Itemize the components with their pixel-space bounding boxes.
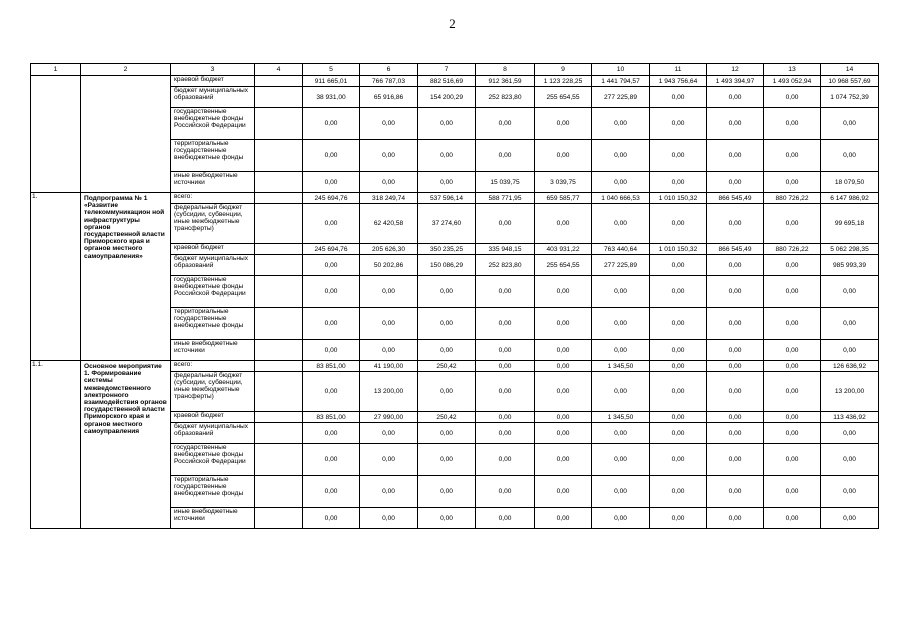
value-cell: 0,00 [650,204,707,244]
empty-cell [255,108,303,140]
value-cell: 0,00 [476,423,535,444]
value-cell: 0,00 [764,87,821,108]
value-cell: 83 851,00 [303,412,360,423]
value-cell: 10 968 557,69 [821,76,879,87]
value-cell: 1 040 666,53 [592,193,650,204]
value-cell: 0,00 [476,308,535,340]
value-cell: 0,00 [764,308,821,340]
value-cell: 0,00 [360,423,418,444]
value-cell: 763 440,64 [592,244,650,255]
page-number: 2 [449,16,456,31]
value-cell: 1 010 150,32 [650,193,707,204]
value-cell: 62 420,58 [360,204,418,244]
header-cell: 13 [764,64,821,76]
value-cell: 0,00 [303,444,360,476]
value-cell: 277 225,89 [592,87,650,108]
value-cell: 0,00 [707,476,764,508]
value-cell: 0,00 [650,508,707,529]
value-cell: 0,00 [707,444,764,476]
value-cell: 1 943 756,64 [650,76,707,87]
value-cell: 0,00 [650,276,707,308]
value-cell: 1 345,50 [592,412,650,423]
funding-source-cell: бюджет муниципальных образований [171,255,255,276]
value-cell: 0,00 [535,361,592,372]
value-cell: 0,00 [650,140,707,172]
table-row [31,193,879,204]
empty-cell [255,508,303,529]
value-cell: 0,00 [650,340,707,361]
value-cell: 0,00 [535,140,592,172]
value-cell: 866 545,49 [707,193,764,204]
value-cell: 65 916,86 [360,87,418,108]
empty-cell [255,276,303,308]
value-cell: 0,00 [592,108,650,140]
budget-table [30,63,879,529]
value-cell: 0,00 [303,508,360,529]
value-cell: 154 200,29 [418,87,476,108]
header-cell: 9 [535,64,592,76]
funding-source-cell: всего: [171,361,255,372]
value-cell: 0,00 [418,508,476,529]
value-cell: 27 990,00 [360,412,418,423]
value-cell: 350 235,25 [418,244,476,255]
value-cell: 1 123 228,25 [535,76,592,87]
value-cell: 0,00 [764,276,821,308]
value-cell: 985 993,39 [821,255,879,276]
program-name-cell: Подпрограмма № 1 «Развитие телекоммуникацион ной инфраструктуры органов государственной власти Приморского края и органов местного самоуправления» [81,193,171,361]
value-cell: 0,00 [764,204,821,244]
value-cell: 0,00 [418,308,476,340]
value-cell: 41 190,00 [360,361,418,372]
empty-cell [255,372,303,412]
header-cell: 3 [171,64,255,76]
funding-source-cell: федеральный бюджет (субсидии, субвенции, иные межбюджетные трансферты) [171,204,255,244]
value-cell: 866 545,49 [707,244,764,255]
header-cell: 7 [418,64,476,76]
value-cell: 0,00 [418,172,476,193]
empty-cell [255,193,303,204]
empty-cell [255,476,303,508]
row-number-cell: 1.1. [31,361,81,529]
value-cell: 0,00 [707,255,764,276]
value-cell: 403 931,22 [535,244,592,255]
value-cell: 0,00 [303,340,360,361]
value-cell: 0,00 [592,204,650,244]
empty-cell [255,244,303,255]
value-cell: 0,00 [821,423,879,444]
value-cell: 0,00 [418,276,476,308]
value-cell: 0,00 [650,412,707,423]
value-cell: 0,00 [535,476,592,508]
value-cell: 0,00 [707,372,764,412]
value-cell: 0,00 [418,340,476,361]
funding-source-cell: бюджет муниципальных образований [171,423,255,444]
value-cell: 0,00 [303,140,360,172]
funding-source-cell: территориальные государственные внебюджетные фонды [171,308,255,340]
value-cell: 0,00 [418,476,476,508]
empty-cell [255,412,303,423]
header-cell: 6 [360,64,418,76]
value-cell: 13 200,00 [360,372,418,412]
funding-source-cell: государственные внебюджетные фонды Российской Федерации [171,276,255,308]
value-cell: 0,00 [707,361,764,372]
program-name-cell [81,76,171,193]
value-cell: 318 249,74 [360,193,418,204]
value-cell: 1 074 752,39 [821,87,879,108]
empty-cell [255,204,303,244]
value-cell: 1 010 150,32 [650,244,707,255]
value-cell: 335 948,15 [476,244,535,255]
value-cell: 37 274,60 [418,204,476,244]
value-cell: 0,00 [535,508,592,529]
value-cell: 6 147 986,92 [821,193,879,204]
header-cell: 2 [81,64,171,76]
funding-source-cell: бюджет муниципальных образований [171,87,255,108]
value-cell: 245 694,76 [303,193,360,204]
value-cell: 0,00 [476,204,535,244]
value-cell: 83 851,00 [303,361,360,372]
value-cell: 882 516,69 [418,76,476,87]
value-cell: 0,00 [707,340,764,361]
header-cell: 8 [476,64,535,76]
empty-cell [255,76,303,87]
value-cell: 0,00 [592,444,650,476]
value-cell: 252 823,80 [476,87,535,108]
value-cell: 5 062 298,35 [821,244,879,255]
value-cell: 245 694,76 [303,244,360,255]
header-cell: 4 [255,64,303,76]
program-name-cell: Основное мероприятие 1. Формирование системы межведомственного электронного взаимодействия органов государственной власти Приморского края и органов местного самоуправления [81,361,171,529]
value-cell: 0,00 [303,423,360,444]
value-cell: 0,00 [303,372,360,412]
value-cell: 537 596,14 [418,193,476,204]
value-cell: 0,00 [764,108,821,140]
value-cell: 250,42 [418,361,476,372]
value-cell: 1 493 394,97 [707,76,764,87]
value-cell: 0,00 [707,423,764,444]
value-cell: 0,00 [418,140,476,172]
value-cell: 99 695,18 [821,204,879,244]
funding-source-cell: иные внебюджетные источники [171,340,255,361]
value-cell: 13 200,00 [821,372,879,412]
value-cell: 0,00 [592,340,650,361]
value-cell: 0,00 [592,508,650,529]
value-cell: 912 361,59 [476,76,535,87]
value-cell: 18 079,50 [821,172,879,193]
value-cell: 0,00 [707,87,764,108]
value-cell: 0,00 [476,412,535,423]
funding-source-cell: иные внебюджетные источники [171,172,255,193]
funding-source-cell: государственные внебюджетные фонды Российской Федерации [171,444,255,476]
header-cell: 5 [303,64,360,76]
value-cell: 0,00 [650,308,707,340]
value-cell: 0,00 [476,340,535,361]
value-cell: 0,00 [764,340,821,361]
value-cell: 0,00 [476,508,535,529]
empty-cell [255,255,303,276]
empty-cell [255,340,303,361]
value-cell: 0,00 [360,172,418,193]
value-cell: 0,00 [764,423,821,444]
value-cell: 0,00 [360,444,418,476]
value-cell: 0,00 [535,276,592,308]
value-cell: 277 225,89 [592,255,650,276]
value-cell: 0,00 [764,412,821,423]
value-cell: 0,00 [303,308,360,340]
value-cell: 0,00 [303,108,360,140]
table-row [31,361,879,372]
empty-cell [255,172,303,193]
value-cell: 0,00 [535,444,592,476]
value-cell: 0,00 [707,172,764,193]
funding-source-cell: краевой бюджет [171,412,255,423]
value-cell: 0,00 [592,140,650,172]
value-cell: 0,00 [535,412,592,423]
value-cell: 250,42 [418,412,476,423]
value-cell: 0,00 [821,340,879,361]
value-cell: 0,00 [418,372,476,412]
value-cell: 0,00 [650,255,707,276]
empty-cell [255,444,303,476]
funding-source-cell: краевой бюджет [171,76,255,87]
value-cell: 0,00 [650,476,707,508]
value-cell: 1 345,50 [592,361,650,372]
value-cell: 0,00 [707,508,764,529]
value-cell: 38 931,00 [303,87,360,108]
value-cell: 3 039,75 [535,172,592,193]
header-cell: 11 [650,64,707,76]
value-cell: 50 202,86 [360,255,418,276]
value-cell: 0,00 [303,476,360,508]
value-cell: 911 665,01 [303,76,360,87]
table-row [31,76,879,87]
value-cell: 0,00 [650,423,707,444]
funding-source-cell: территориальные государственные внебюджетные фонды [171,476,255,508]
value-cell: 588 771,95 [476,193,535,204]
value-cell: 880 726,22 [764,193,821,204]
value-cell: 252 823,80 [476,255,535,276]
funding-source-cell: территориальные государственные внебюджетные фонды [171,140,255,172]
value-cell: 0,00 [360,508,418,529]
value-cell: 15 039,75 [476,172,535,193]
value-cell: 0,00 [707,140,764,172]
row-number-cell: 1. [31,193,81,361]
value-cell: 150 086,29 [418,255,476,276]
value-cell: 0,00 [535,340,592,361]
funding-source-cell: федеральный бюджет (субсидии, субвенции, иные межбюджетные трансферты) [171,372,255,412]
value-cell: 0,00 [821,476,879,508]
value-cell: 0,00 [764,140,821,172]
header-cell: 12 [707,64,764,76]
value-cell: 0,00 [592,308,650,340]
value-cell: 0,00 [476,372,535,412]
value-cell: 0,00 [592,172,650,193]
value-cell: 0,00 [303,255,360,276]
value-cell: 0,00 [707,204,764,244]
value-cell: 0,00 [535,372,592,412]
row-number-cell [31,76,81,193]
value-cell: 0,00 [764,508,821,529]
value-cell: 0,00 [650,108,707,140]
value-cell: 0,00 [535,204,592,244]
header-cell: 14 [821,64,879,76]
funding-source-cell: краевой бюджет [171,244,255,255]
value-cell: 0,00 [360,276,418,308]
empty-cell [255,140,303,172]
value-cell: 0,00 [303,204,360,244]
value-cell: 1 493 052,94 [764,76,821,87]
value-cell: 205 626,30 [360,244,418,255]
value-cell: 0,00 [360,308,418,340]
value-cell: 255 654,55 [535,87,592,108]
value-cell: 113 436,92 [821,412,879,423]
value-cell: 0,00 [707,412,764,423]
value-cell: 0,00 [476,108,535,140]
value-cell: 0,00 [764,372,821,412]
value-cell: 0,00 [476,140,535,172]
value-cell: 0,00 [360,476,418,508]
value-cell: 659 585,77 [535,193,592,204]
table-body [31,64,879,529]
header-cell: 10 [592,64,650,76]
funding-source-cell: государственные внебюджетные фонды Российской Федерации [171,108,255,140]
value-cell: 0,00 [650,172,707,193]
value-cell: 0,00 [418,108,476,140]
empty-cell [255,423,303,444]
funding-source-cell: всего: [171,193,255,204]
header-cell: 1 [31,64,81,76]
value-cell: 126 636,92 [821,361,879,372]
empty-cell [255,87,303,108]
value-cell: 0,00 [650,361,707,372]
value-cell: 0,00 [764,255,821,276]
value-cell: 0,00 [707,308,764,340]
value-cell: 0,00 [418,423,476,444]
value-cell: 0,00 [650,444,707,476]
value-cell: 255 654,55 [535,255,592,276]
value-cell: 0,00 [476,276,535,308]
value-cell: 0,00 [535,108,592,140]
empty-cell [255,308,303,340]
value-cell: 0,00 [592,372,650,412]
value-cell: 0,00 [535,423,592,444]
value-cell: 0,00 [535,308,592,340]
value-cell: 0,00 [821,108,879,140]
value-cell: 0,00 [476,361,535,372]
value-cell: 880 726,22 [764,244,821,255]
value-cell: 0,00 [764,444,821,476]
value-cell: 0,00 [764,476,821,508]
value-cell: 0,00 [821,140,879,172]
value-cell: 0,00 [707,276,764,308]
value-cell: 0,00 [476,444,535,476]
value-cell: 0,00 [650,372,707,412]
value-cell: 0,00 [592,476,650,508]
value-cell: 0,00 [821,508,879,529]
value-cell: 0,00 [592,276,650,308]
value-cell: 0,00 [360,108,418,140]
value-cell: 0,00 [650,87,707,108]
header-row [31,64,879,76]
value-cell: 0,00 [360,140,418,172]
value-cell: 0,00 [360,340,418,361]
value-cell: 0,00 [821,444,879,476]
value-cell: 0,00 [764,361,821,372]
empty-cell [255,361,303,372]
value-cell: 0,00 [707,108,764,140]
value-cell: 0,00 [821,276,879,308]
value-cell: 0,00 [476,476,535,508]
value-cell: 0,00 [303,276,360,308]
value-cell: 0,00 [592,423,650,444]
value-cell: 1 441 794,57 [592,76,650,87]
value-cell: 0,00 [821,308,879,340]
funding-source-cell: иные внебюджетные источники [171,508,255,529]
value-cell: 0,00 [764,172,821,193]
value-cell: 0,00 [303,172,360,193]
value-cell: 766 787,03 [360,76,418,87]
value-cell: 0,00 [418,444,476,476]
